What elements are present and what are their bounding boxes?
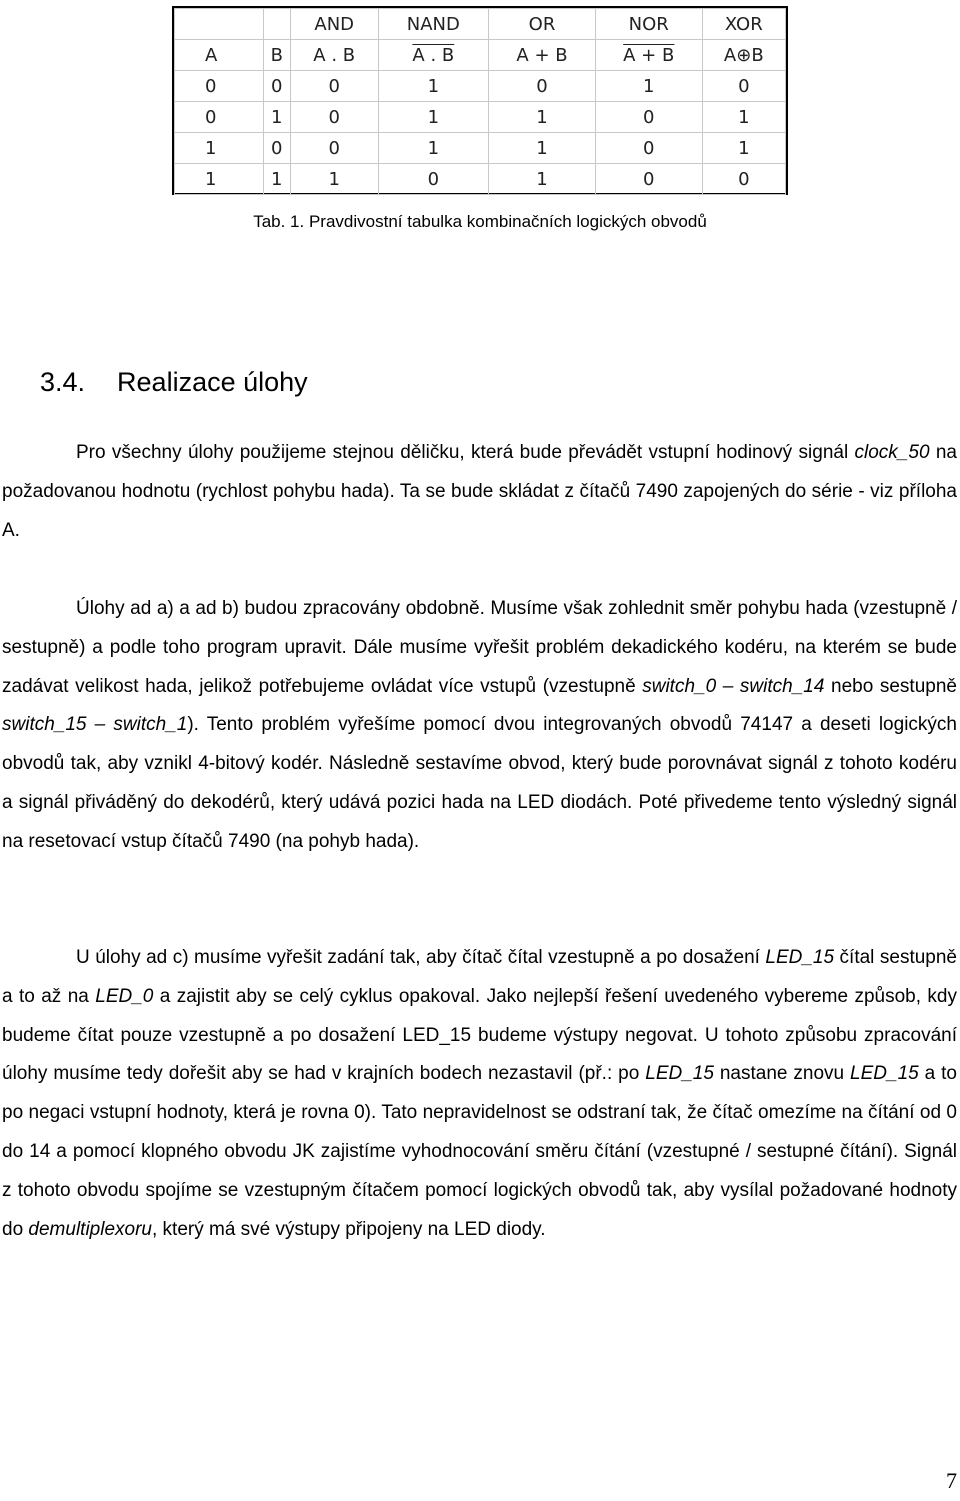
table-cell: 1 [175, 133, 264, 164]
italic-term: clock_50 [854, 442, 930, 463]
table-cell: 0 [702, 71, 785, 102]
table-cell: 1 [489, 102, 596, 133]
table-cell: 0 [702, 164, 785, 195]
table-cell: 1 [702, 133, 785, 164]
table-cell: 1 [263, 102, 290, 133]
italic-term: LED_15 [645, 1063, 714, 1085]
operation-header-cell: AND [290, 9, 378, 40]
table-cell: 0 [378, 164, 489, 195]
truth-table-image [172, 6, 788, 195]
table-cell: 1 [489, 164, 596, 195]
expression-header-cell [595, 40, 702, 71]
italic-term: LED_15 [765, 947, 835, 968]
table-cell: 1 [263, 164, 290, 195]
table-cell: 1 [175, 164, 264, 195]
table-cell: 0 [175, 71, 264, 102]
table-cell: 0 [595, 164, 702, 195]
expression-header-cell [290, 40, 378, 71]
expression-header-cell [489, 40, 596, 71]
table-cell: 0 [290, 71, 378, 102]
text-run: čítal sestupně a to až na [2, 947, 957, 1007]
expression-header-cell [175, 40, 264, 71]
table-cell: 1 [702, 102, 785, 133]
operation-header-cell [175, 9, 264, 40]
table-cell: 0 [489, 71, 596, 102]
table-cell: 1 [595, 71, 702, 102]
table-cell: 1 [378, 133, 489, 164]
expression-text: A [205, 44, 218, 66]
expression-text: A . B [313, 44, 356, 66]
operation-header-cell: NOR [595, 9, 702, 40]
paragraph-3 [2, 939, 957, 1249]
text-run: nebo sestupně [824, 675, 957, 697]
italic-term: switch_0 – switch_14 [642, 675, 825, 697]
table-cell: 1 [489, 133, 596, 164]
text-run: a zajistit aby se celý cyklus opakoval. Jako nejlepší řešení uvedeného vybereme způsob, kdy budeme čítat pouze vzestupně a po dosažení LED_15 budeme výstupy negovat. U tohoto způsobu zpracování úlohy musíme tedy dořešit aby se had v krajních bodech nezastavil (př.: po [2, 985, 958, 1085]
expression-header-cell [263, 40, 290, 71]
expression-text: A + B [623, 44, 675, 66]
table-row [175, 102, 786, 133]
italic-term: switch_15 – switch_1 [2, 714, 188, 736]
text-run: na požadovanou hodnotu (rychlost pohybu hada). Ta se bude skládat z čítačů 7490 zapojených do série - viz příloha A. [2, 442, 957, 541]
text-run: Pro všechny úlohy použijeme stejnou děličku, která bude převádět vstupní hodinový signál [76, 442, 855, 463]
operation-header-cell [263, 9, 290, 40]
table-cell: 1 [290, 164, 378, 195]
text-run: , který má své výstupy připojeny na LED diody. [152, 1218, 546, 1240]
table-cell: 0 [595, 133, 702, 164]
operation-header-cell: NAND [378, 9, 489, 40]
table-cell: 1 [378, 102, 489, 133]
table-cell: 0 [263, 71, 290, 102]
table-row [175, 164, 786, 195]
table-cell: 1 [378, 71, 489, 102]
operation-header-cell: XOR [702, 9, 785, 40]
expression-text: A . B [412, 44, 455, 66]
expression-header-cell [702, 40, 785, 71]
text-run: nastane znovu [713, 1063, 851, 1085]
expression-header-cell [378, 40, 489, 71]
table-cell: 0 [263, 133, 290, 164]
paragraph-2 [2, 590, 957, 862]
text-run: Úlohy ad a) a ad b) budou zpracovány obdobně. Musíme však zohlednit směr pohybu hada (vzestupně / sestupně) a podle toho program upravit. Dále musíme vyřešit problém dekadického kodéru, na kterém se bude zadávat velikost hada, jelikož potřebujeme ovládat více vstupů (vzestupně [2, 598, 957, 697]
expression-text: A⊕B [723, 44, 764, 66]
page-number: 7 [946, 1468, 957, 1493]
italic-term: LED_15 [850, 1063, 919, 1085]
text-run: ). Tento problém vyřešíme pomocí dvou integrovaných obvodů 74147 a deseti logických obvodů tak, aby vznikl 4-bitový kodér. Následně sestavíme obvod, který bude porovnávat signál z tohoto kodéru a signál přiváděný do dekodérů, který udává pozici hada na LED diodách. Poté přivedeme tento výsledný signál na resetovací vstup čítačů 7490 (na pohyb hada). [2, 714, 957, 852]
expression-text: B [270, 44, 283, 66]
italic-term: demultiplexoru [28, 1218, 152, 1240]
table-caption: Tab. 1. Pravdivostní tabulka kombinačních logických obvodů [253, 212, 707, 231]
table-row [175, 71, 786, 102]
expression-text: A + B [516, 44, 568, 66]
text-run: a to po negaci vstupní hodnoty, která je rovna 0). Tato nepravidelnost se odstraní tak, že čítač omezíme na čítání od 0 do 14 a pomocí klopného obvodu JK zajistíme vyhodnocování směru čítání (vzestupné / sestupné čítání). Signál z tohoto obvodu spojíme se vzestupným čítačem pomocí logických obvodů tak, aby vysílal požadované hodnoty do [2, 1063, 957, 1240]
table-cell: 0 [290, 133, 378, 164]
table-cell: 0 [595, 102, 702, 133]
section-title: Realizace úlohy [117, 367, 308, 398]
table-cell: 0 [290, 102, 378, 133]
table-row [175, 133, 786, 164]
text-run: U úlohy ad c) musíme vyřešit zadání tak, aby čítač čítal vzestupně a po dosažení [76, 947, 766, 968]
section-heading [40, 367, 308, 398]
table-cell: 0 [175, 102, 264, 133]
operation-header-cell: OR [489, 9, 596, 40]
paragraph-1 [2, 434, 957, 550]
truth-table [174, 8, 786, 195]
operation-header-row [175, 9, 786, 40]
italic-term: LED_0 [95, 985, 154, 1007]
expression-header-row [175, 40, 786, 71]
section-number: 3.4. [40, 367, 86, 398]
